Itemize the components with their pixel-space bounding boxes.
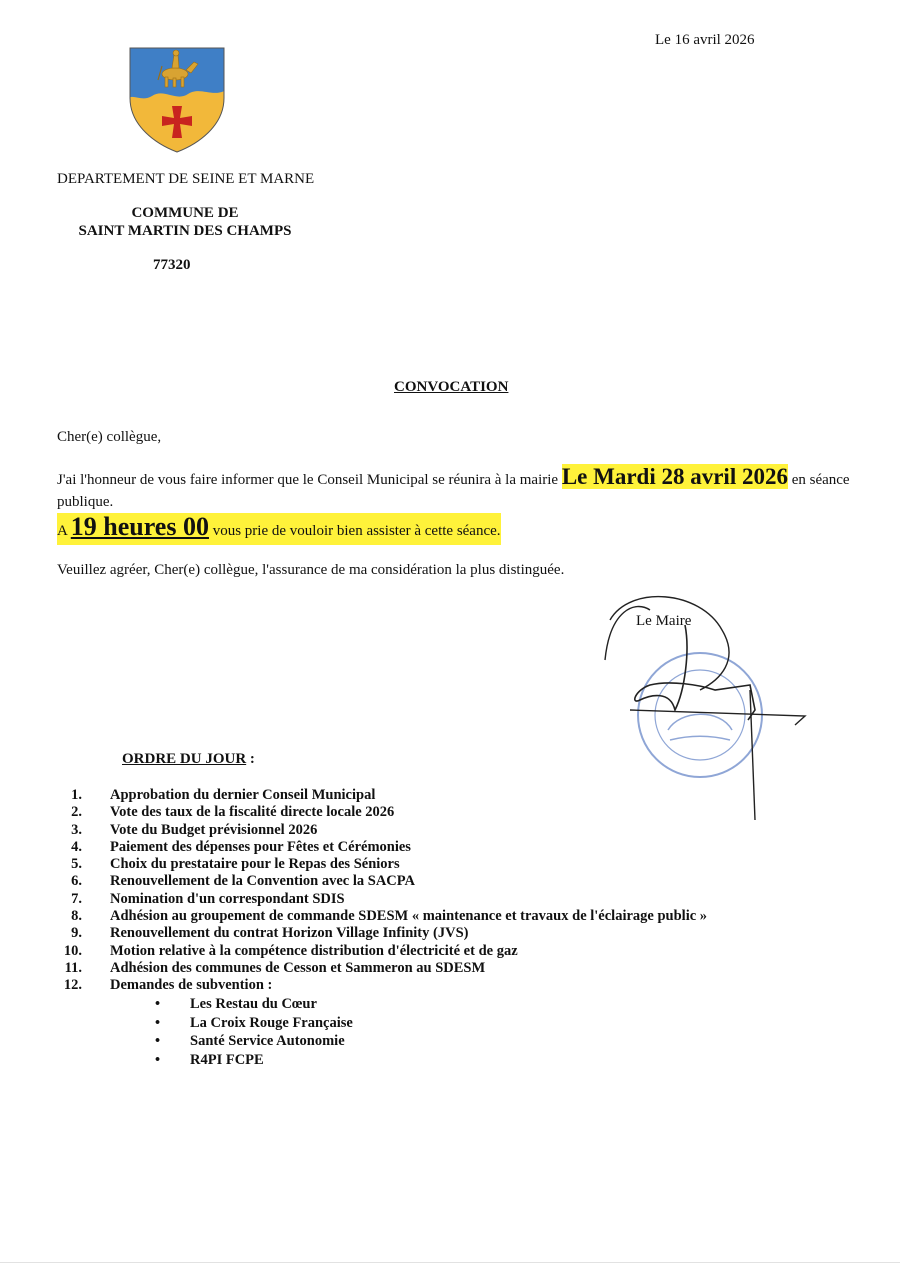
item-text: Choix du prestataire pour le Repas des Séniors	[110, 856, 400, 873]
item-text: Renouvellement du contrat Horizon Village Infinity (JVS)	[110, 925, 469, 942]
item-text: Paiement des dépenses pour Fêtes et Cérémonies	[110, 838, 411, 855]
bullet-icon: •	[155, 1033, 161, 1049]
meeting-time-prefix: A	[57, 523, 71, 539]
item-text: Vote des taux de la fiscalité directe locale 2026	[110, 804, 395, 821]
commune-line-2: SAINT MARTIN DES CHAMPS	[78, 223, 292, 239]
meeting-paragraph	[57, 466, 857, 513]
department-name: DEPARTEMENT DE SEINE ET MARNE	[57, 171, 315, 187]
item-number: 10.	[63, 942, 82, 959]
document-title: CONVOCATION	[394, 379, 509, 395]
item-number: 11.	[64, 959, 82, 976]
item-number: 4.	[71, 838, 82, 855]
meeting-intro-text: J'ai l'honneur de vous faire informer que le Conseil Municipal se réunira à la mairie	[57, 472, 559, 488]
item-number: 7.	[71, 890, 82, 907]
list-item	[155, 995, 353, 1014]
item-text: Demandes de subvention :	[110, 977, 273, 994]
closing-formula: Veuillez agréer, Cher(e) collègue, l'assurance de ma considération la plus distinguée.	[57, 562, 565, 578]
page-bottom-divider	[0, 1262, 900, 1263]
agenda-title-colon: :	[246, 751, 255, 767]
list-item	[60, 873, 707, 890]
item-number: 9.	[71, 925, 82, 942]
item-text: Renouvellement de la Convention avec la SACPA	[110, 873, 416, 890]
list-item	[60, 891, 707, 908]
subvention-list	[155, 995, 353, 1069]
item-number: 12.	[63, 977, 82, 994]
list-item	[60, 787, 707, 804]
item-number: 2.	[71, 804, 82, 821]
coat-of-arms-icon	[128, 46, 226, 154]
letter-date: Le 16 avril 2026	[655, 32, 755, 48]
postal-code: 77320	[153, 257, 191, 273]
list-item	[155, 1032, 353, 1051]
list-item	[60, 977, 707, 994]
item-number: 6.	[71, 873, 82, 890]
meeting-attend-text: vous prie de vouloir bien assister à cette séance.	[208, 523, 501, 539]
signature-label: Le Maire	[636, 613, 692, 629]
item-text: Nomination d'un correspondant SDIS	[110, 890, 345, 907]
list-item	[60, 804, 707, 821]
list-item	[60, 908, 707, 925]
meeting-session-text: en séance publique.	[57, 472, 850, 510]
subvention-name: Les Restau du Cœur	[190, 996, 317, 1012]
greeting: Cher(e) collègue,	[57, 429, 162, 445]
subvention-name: Santé Service Autonomie	[190, 1033, 345, 1049]
meeting-time-highlight: 19 heures 00	[70, 512, 209, 541]
item-text: Vote du Budget prévisionnel 2026	[110, 821, 318, 838]
agenda-title	[122, 751, 255, 768]
item-text: Adhésion au groupement de commande SDESM « maintenance et travaux de l'éclairage public »	[110, 908, 708, 925]
list-item	[60, 856, 707, 873]
bullet-icon: •	[155, 996, 161, 1012]
bullet-icon: •	[155, 1051, 161, 1068]
meeting-date-highlight: Le Mardi 28 avril 2026	[561, 464, 788, 489]
subvention-name: La Croix Rouge Française	[190, 1014, 353, 1031]
item-text: Approbation du dernier Conseil Municipal	[110, 787, 376, 803]
list-item	[60, 960, 707, 977]
item-number: 3.	[71, 821, 82, 838]
commune-name	[60, 204, 310, 240]
list-item	[60, 839, 707, 856]
item-number: 1.	[71, 787, 82, 803]
item-text: Adhésion des communes de Cesson et Sammeron au SDESM	[110, 959, 486, 976]
item-number: 8.	[71, 908, 82, 925]
list-item	[155, 1051, 353, 1070]
commune-line-1: COMMUNE DE	[131, 205, 239, 221]
item-number: 5.	[71, 856, 82, 873]
agenda-list	[60, 787, 707, 995]
list-item	[155, 1014, 353, 1033]
bullet-icon: •	[155, 1014, 161, 1031]
meeting-time-paragraph	[57, 513, 501, 545]
subvention-name: R4PI FCPE	[190, 1051, 264, 1068]
list-item	[60, 925, 707, 942]
agenda-title-text: ORDRE DU JOUR	[122, 751, 247, 767]
item-text: Motion relative à la compétence distribution d'électricité et de gaz	[110, 942, 518, 959]
list-item	[60, 822, 707, 839]
list-item	[60, 943, 707, 960]
